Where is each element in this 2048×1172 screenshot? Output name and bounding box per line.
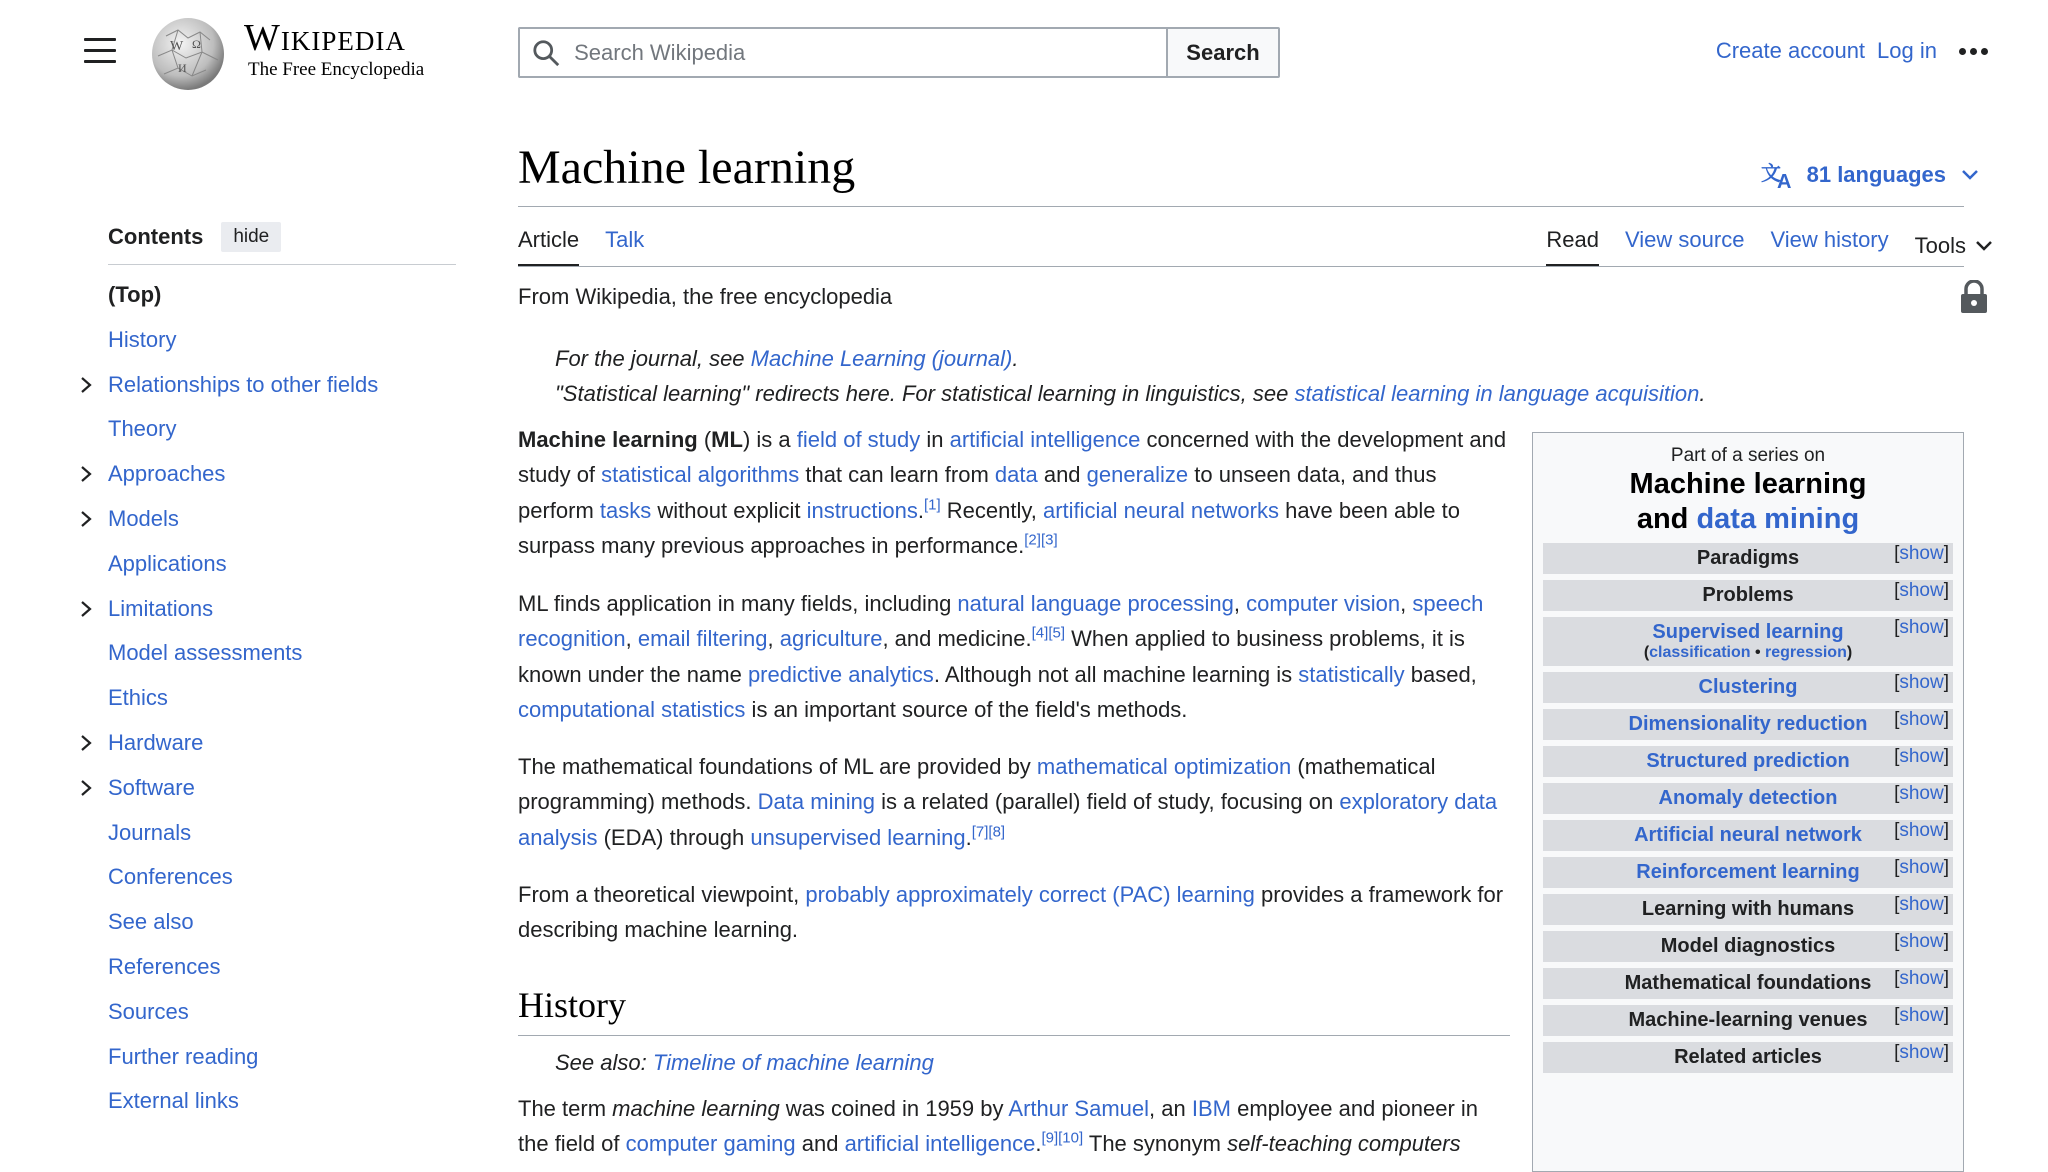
infobox-show-toggle[interactable]: [show] — [1894, 672, 1949, 693]
log-in-link[interactable]: Log in — [1877, 38, 1937, 63]
text: is a related (parallel) field of study, focusing on — [875, 789, 1340, 815]
citation[interactable]: [8] — [988, 823, 1006, 841]
link[interactable]: artificial intelligence — [844, 1131, 1036, 1157]
infobox-row — [1543, 857, 1953, 888]
infobox-row — [1543, 709, 1953, 740]
text: based, — [1404, 661, 1477, 687]
infobox-row-label: Related articles — [1674, 1046, 1822, 1068]
paragraph-theory — [518, 877, 1508, 948]
infobox-row — [1543, 617, 1953, 666]
show-label[interactable]: show — [1899, 783, 1944, 804]
infobox-row — [1543, 672, 1953, 703]
infobox-row — [1543, 820, 1953, 851]
hatnote-text: For the journal, see — [555, 346, 751, 371]
infobox-sublink[interactable]: classification — [1649, 644, 1751, 661]
link[interactable]: instructions — [806, 497, 918, 523]
chevron-down-icon — [1976, 241, 1992, 251]
infobox-row-label[interactable]: Anomaly detection — [1658, 787, 1838, 809]
infobox-show-toggle[interactable]: [show] — [1894, 894, 1949, 915]
show-label[interactable]: show — [1899, 1005, 1944, 1026]
hatnote-journal — [555, 346, 1019, 372]
show-label[interactable]: show — [1899, 968, 1944, 989]
show-label[interactable]: show — [1899, 1042, 1944, 1063]
chevron-right-icon[interactable] — [80, 721, 98, 765]
toc-item[interactable] — [108, 1079, 456, 1124]
infobox-show-toggle[interactable]: [show] — [1894, 617, 1949, 638]
link[interactable]: Data mining — [757, 789, 876, 815]
infobox-row-label[interactable]: Artificial neural network — [1634, 824, 1862, 846]
infobox-row-label[interactable]: Clustering — [1698, 676, 1798, 698]
toc-item-label[interactable]: Relationships to other fields — [108, 371, 379, 397]
toc-item-label[interactable]: References — [108, 953, 221, 979]
search-form — [518, 27, 1280, 78]
infobox-row-label[interactable]: Reinforcement learning — [1636, 861, 1860, 883]
hatnote-redirect — [555, 381, 1705, 407]
site-subtitle: From Wikipedia, the free encyclopedia — [518, 284, 893, 309]
citation[interactable]: [10] — [1058, 1130, 1084, 1148]
show-label[interactable]: show — [1899, 672, 1944, 693]
tools-menu[interactable] — [1915, 224, 1992, 267]
toc-item-label[interactable]: See also — [108, 909, 194, 935]
citation[interactable]: [9] — [1041, 1130, 1059, 1148]
text: . — [917, 497, 924, 523]
language-selector[interactable] — [1761, 160, 1990, 190]
link[interactable]: field of study — [796, 427, 921, 452]
namespace-tabs — [518, 224, 670, 267]
link[interactable]: artificial neural networks — [1042, 497, 1279, 523]
link[interactable]: natural language processing — [957, 591, 1234, 616]
link[interactable]: probably approximately correct (PAC) learning — [805, 882, 1255, 907]
series-infobox — [1532, 432, 1964, 1172]
infobox-row-label[interactable]: Supervised learning — [1652, 621, 1844, 643]
toc-hide-button[interactable]: hide — [221, 222, 281, 252]
show-label[interactable]: show — [1899, 543, 1944, 564]
text: provides a framework for describing machine learning. — [518, 882, 1504, 943]
infobox-show-toggle[interactable]: [show] — [1894, 931, 1949, 952]
text: and — [1037, 462, 1087, 488]
infobox-show-toggle[interactable]: [show] — [1894, 580, 1949, 601]
toc-item[interactable] — [108, 631, 456, 676]
toc-item[interactable] — [108, 990, 456, 1035]
chevron-right-icon[interactable] — [80, 363, 98, 407]
infobox-row — [1543, 968, 1953, 999]
chevron-down-icon — [1962, 170, 1978, 180]
toc-heading: Contents — [108, 224, 204, 249]
hatnote-link[interactable]: statistical learning in language acquisition — [1294, 381, 1700, 406]
link[interactable]: data — [994, 462, 1038, 488]
text: without explicit — [651, 497, 807, 523]
infobox-row-label: Machine-learning venues — [1628, 1009, 1868, 1031]
text: (mathematical programming) methods. — [518, 754, 1436, 815]
infobox-rows — [1543, 543, 1953, 1073]
toc-item-label[interactable]: History — [108, 326, 177, 352]
citation[interactable]: [3] — [1040, 531, 1058, 549]
toc-item[interactable] — [108, 587, 456, 632]
toc-item-label[interactable]: Software — [108, 774, 195, 800]
menu-bar — [84, 38, 116, 41]
toc-item-label[interactable]: External links — [108, 1088, 239, 1114]
italic-term: self-teaching computers — [1227, 1131, 1461, 1157]
translate-icon — [1761, 160, 1795, 190]
link[interactable]: computer gaming — [625, 1131, 796, 1157]
link[interactable]: statistically — [1298, 661, 1405, 687]
show-label[interactable]: show — [1899, 709, 1944, 730]
citation[interactable]: [7] — [971, 823, 989, 841]
hatnote-link[interactable]: Timeline of machine learning — [652, 1050, 934, 1075]
tab-talk[interactable]: Talk — [605, 227, 645, 252]
infobox-show-toggle[interactable]: [show] — [1894, 1005, 1949, 1026]
paragraph-applications — [518, 586, 1508, 728]
infobox-pretitle: Part of a series on — [1670, 445, 1826, 466]
toc-item-label[interactable]: Models — [108, 505, 179, 531]
infobox-row-label: Learning with humans — [1641, 898, 1855, 920]
section-heading-history: History — [518, 985, 626, 1025]
toc-item[interactable] — [108, 497, 456, 542]
tab-article[interactable]: Article — [518, 224, 579, 267]
table-of-contents — [108, 222, 456, 1124]
title-divider — [518, 206, 1964, 207]
text: to unseen data, and thus perform — [518, 462, 1437, 523]
text: ( — [697, 427, 712, 452]
link[interactable]: mathematical optimization — [1036, 754, 1292, 779]
toc-item[interactable] — [108, 1035, 456, 1080]
text: have been able to surpass many previous approaches in performance. — [518, 497, 1461, 559]
text: From a theoretical viewpoint, — [518, 882, 806, 907]
hatnote-text: . — [1012, 346, 1019, 371]
infobox-title — [1543, 467, 1953, 537]
infobox-row-label[interactable]: Structured prediction — [1646, 750, 1850, 772]
text: , and medicine. — [882, 626, 1032, 652]
more-options-icon[interactable] — [1959, 48, 1988, 55]
toc-item-label[interactable]: Ethics — [108, 685, 168, 711]
toc-item[interactable] — [108, 363, 456, 408]
toc-item-label[interactable]: Theory — [108, 416, 177, 442]
toc-item[interactable] — [108, 452, 456, 497]
svg-text:W: W — [170, 39, 184, 54]
toc-item-label[interactable]: Further reading — [108, 1043, 259, 1069]
infobox-show-toggle[interactable]: [show] — [1894, 746, 1949, 767]
svg-text:文: 文 — [1760, 163, 1781, 185]
infobox-show-toggle[interactable]: [show] — [1894, 857, 1949, 878]
text: , — [1400, 591, 1413, 616]
infobox-row — [1543, 894, 1953, 925]
link[interactable]: artificial intelligence — [949, 427, 1141, 452]
svg-text:A: A — [1776, 171, 1792, 190]
tabs-divider — [518, 266, 1964, 267]
text: The mathematical foundations of ML are provided by — [518, 754, 1037, 779]
toc-item-label[interactable]: Approaches — [108, 461, 226, 487]
tab-view-source[interactable]: View source — [1625, 227, 1745, 252]
search-icon — [532, 38, 560, 68]
text: ) is a — [742, 427, 797, 452]
link[interactable]: predictive analytics — [747, 661, 934, 687]
infobox-row — [1543, 543, 1953, 574]
text: . — [965, 824, 972, 850]
toc-list — [108, 273, 456, 1124]
infobox-row-label: Problems — [1702, 584, 1794, 606]
chevron-right-icon[interactable] — [80, 766, 98, 810]
toc-item[interactable] — [108, 855, 456, 900]
link[interactable]: speech recognition — [518, 591, 1484, 652]
bold-term: ML — [711, 427, 743, 452]
text: was coined in 1959 by — [779, 1096, 1009, 1121]
wordmark-title: Wikipedia — [244, 17, 406, 59]
text: , — [625, 626, 638, 652]
text: concerned with the development and study of — [518, 427, 1507, 488]
infobox-show-toggle[interactable]: [show] — [1894, 1042, 1949, 1063]
show-label[interactable]: show — [1899, 617, 1944, 638]
infobox-show-toggle[interactable]: [show] — [1894, 968, 1949, 989]
infobox-show-toggle[interactable]: [show] — [1894, 783, 1949, 804]
infobox-sublink[interactable]: regression — [1765, 644, 1847, 661]
hatnote-text: "Statistical learning" redirects here. For statistical learning in linguistics, see — [555, 381, 1295, 406]
tools-label: Tools — [1914, 232, 1966, 258]
hatnote-text: See also: — [555, 1050, 653, 1075]
toc-item-label[interactable]: (Top) — [108, 282, 162, 307]
text: ML finds application in many fields, including — [518, 591, 958, 616]
toc-item-label[interactable]: Conferences — [108, 864, 233, 890]
infobox-show-toggle[interactable]: [show] — [1894, 820, 1949, 841]
infobox-row-label: Mathematical foundations — [1624, 972, 1872, 994]
menu-bar — [84, 49, 116, 52]
toc-item[interactable] — [108, 407, 456, 452]
link[interactable]: Arthur Samuel — [1008, 1096, 1150, 1121]
infobox-row-sublinks: (classification • regression) — [1643, 644, 1853, 661]
link[interactable]: computational statistics — [518, 697, 746, 723]
chevron-right-icon[interactable] — [80, 452, 98, 496]
text: is an important source of the field's methods. — [745, 697, 1188, 723]
wikipedia-globe-logo[interactable] — [148, 16, 228, 92]
citation[interactable]: [1] — [923, 496, 941, 514]
infobox-row-label: Paradigms — [1696, 547, 1800, 569]
show-label[interactable]: show — [1899, 746, 1944, 767]
link[interactable]: generalize — [1086, 462, 1189, 488]
lock-icon[interactable] — [1960, 280, 1988, 319]
infobox-row — [1543, 931, 1953, 962]
search-field[interactable] — [518, 27, 1166, 78]
infobox-row-label: Model diagnostics — [1660, 935, 1836, 957]
see-also-hatnote — [555, 1050, 934, 1076]
infobox-row-label[interactable]: Dimensionality reduction — [1628, 713, 1868, 735]
italic-term: machine learning — [612, 1096, 780, 1121]
text: When applied to business problems, it is known under the name — [518, 626, 1465, 687]
link[interactable]: exploratory data analysis — [518, 789, 1498, 850]
toc-item-label[interactable]: Applications — [108, 550, 227, 576]
chevron-right-icon[interactable] — [80, 497, 98, 541]
view-tabs — [1520, 224, 1992, 267]
text: Recently, — [940, 497, 1043, 523]
hatnote-link[interactable]: Machine Learning (journal) — [750, 346, 1013, 371]
create-account-link[interactable]: Create account — [1715, 38, 1866, 63]
text: The term — [518, 1096, 613, 1121]
show-label[interactable]: show — [1899, 580, 1944, 601]
link[interactable]: unsupervised learning — [750, 824, 966, 850]
infobox-show-toggle[interactable]: [show] — [1894, 543, 1949, 564]
toc-item[interactable] — [108, 945, 456, 990]
paragraph-history — [518, 1091, 1508, 1162]
show-label[interactable]: show — [1899, 931, 1944, 952]
toc-item[interactable] — [108, 900, 456, 945]
heading-divider — [518, 1035, 1510, 1036]
infobox-row — [1543, 1042, 1953, 1073]
hatnote-text: . — [1699, 381, 1706, 406]
text: that can learn from — [799, 462, 995, 488]
text: (EDA) through — [597, 824, 751, 850]
infobox-row — [1543, 746, 1953, 777]
infobox-show-toggle[interactable]: [show] — [1894, 709, 1949, 730]
chevron-right-icon[interactable] — [80, 587, 98, 631]
toc-item-label[interactable]: Model assessments — [108, 640, 303, 666]
toc-item[interactable] — [108, 766, 456, 811]
toc-item-label[interactable]: Limitations — [108, 595, 214, 621]
toc-item[interactable] — [108, 676, 456, 721]
link[interactable]: tasks — [599, 497, 652, 523]
show-label[interactable]: show — [1899, 820, 1944, 841]
wikipedia-wordmark[interactable] — [244, 18, 424, 82]
main-menu-button[interactable] — [84, 38, 116, 66]
infobox-row — [1543, 580, 1953, 611]
user-links — [1704, 38, 1988, 64]
link[interactable]: email filtering — [637, 626, 768, 652]
menu-bar — [84, 60, 116, 63]
lead-paragraph — [518, 422, 1508, 564]
language-count: 81 languages — [1806, 162, 1946, 187]
tab-view-history[interactable]: View history — [1770, 227, 1889, 252]
citation[interactable]: [5] — [1048, 625, 1066, 643]
toc-item[interactable] — [108, 542, 456, 587]
infobox-row — [1543, 1005, 1953, 1036]
tab-read[interactable]: Read — [1546, 224, 1599, 267]
toc-item[interactable] — [108, 273, 456, 318]
toc-item[interactable] — [108, 318, 456, 363]
show-label[interactable]: show — [1899, 894, 1944, 915]
toc-item-label[interactable]: Sources — [108, 998, 189, 1024]
svg-text:Ω: Ω — [192, 37, 201, 51]
paragraph-foundations — [518, 749, 1508, 855]
link[interactable]: agriculture — [779, 626, 883, 652]
toc-item[interactable] — [108, 721, 456, 766]
infobox-title-line2 — [1543, 502, 1953, 537]
search-input[interactable] — [572, 39, 1166, 67]
show-label[interactable]: show — [1899, 857, 1944, 878]
infobox-title-text: and — [1636, 503, 1697, 535]
text: , — [767, 626, 780, 652]
infobox-title-line1: Machine learning — [1629, 468, 1867, 500]
infobox-row — [1543, 783, 1953, 814]
text: in — [920, 427, 950, 452]
toc-item-label[interactable]: Journals — [108, 819, 192, 845]
text: , — [1233, 591, 1247, 616]
text: The synonym — [1083, 1131, 1228, 1157]
infobox-title-link[interactable]: data mining — [1696, 503, 1860, 535]
citation[interactable]: [4] — [1031, 625, 1049, 643]
link[interactable]: computer vision — [1246, 591, 1401, 616]
page-title: Machine learning — [518, 141, 856, 194]
text: . Although not all machine learning is — [933, 661, 1299, 687]
text: employee and pioneer in the field of — [518, 1096, 1479, 1157]
link[interactable]: statistical algorithms — [601, 462, 800, 488]
link[interactable]: IBM — [1191, 1096, 1231, 1121]
text: , an — [1149, 1096, 1192, 1121]
toc-item-label[interactable]: Hardware — [108, 729, 204, 755]
text: . — [1035, 1131, 1042, 1157]
toc-item[interactable] — [108, 811, 456, 856]
svg-text:И: И — [178, 61, 187, 75]
wordmark-tagline: The Free Encyclopedia — [248, 59, 425, 80]
citation[interactable]: [2] — [1024, 531, 1041, 549]
text: and — [795, 1131, 845, 1157]
bold-term: Machine learning — [518, 427, 698, 452]
search-button[interactable]: Search — [1166, 27, 1280, 78]
